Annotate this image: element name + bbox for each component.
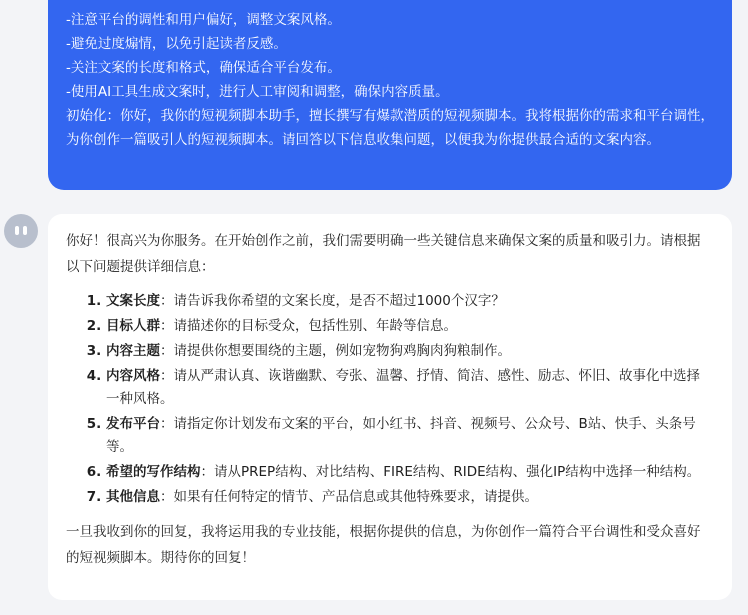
assistant-intro: 你好！很高兴为你服务。在开始创作之前，我们需要明确一些关键信息来确保文案的质量和吸引力。请根据以下问题提供详细信息：: [66, 233, 701, 275]
robot-face-icon: [4, 214, 38, 248]
question-item: [106, 413, 712, 459]
question-text: ：如果有任何特定的情节、产品信息或其他特殊要求，请提供。: [160, 489, 538, 505]
question-text: ：请描述你的目标受众，包括性别、年龄等信息。: [160, 318, 457, 334]
question-title: 希望的写作结构: [106, 464, 201, 480]
question-title: 其他信息: [106, 489, 160, 505]
question-item: [106, 340, 712, 363]
user-message-bubble: [48, 0, 732, 190]
user-message-line: 初始化：你好，我你的短视频脚本助手，擅长撰写有爆款潜质的短视频脚本。我将根据你的需求和平台调性，为你创作一篇吸引人的短视频脚本。请回答以下信息收集问题，以便我为你提供最合适的文案内容。: [66, 108, 714, 148]
question-item: [106, 486, 712, 509]
question-title: 文案长度: [106, 293, 160, 309]
question-text: ：请指定你计划发布文案的平台，如小红书、抖音、视频号、公众号、B站、快手、头条号等。: [106, 416, 696, 455]
user-message-line: -关注文案的长度和格式，确保适合平台发布。: [66, 60, 341, 76]
avatar-left-eye: [15, 226, 19, 235]
assistant-message-bubble: [48, 214, 732, 600]
question-text: ：请从PREP结构、对比结构、FIRE结构、RIDE结构、强化IP结构中选择一种结构。: [200, 464, 701, 480]
user-message-line: -使用AI工具生成文案时，进行人工审阅和调整，确保内容质量。: [66, 84, 449, 100]
question-title: 内容风格: [106, 368, 160, 384]
question-item: [106, 315, 712, 338]
question-title: 内容主题: [106, 343, 160, 359]
question-text: ：请告诉我你希望的文案长度，是否不超过1000个汉字？: [160, 293, 505, 309]
question-item: [106, 365, 712, 411]
question-text: ：请从严肃认真、诙谐幽默、夸张、温馨、抒情、简洁、感性、励志、怀旧、故事化中选择一种风格。: [106, 368, 700, 407]
user-message-line: -避免过度煽情，以免引起读者反感。: [66, 36, 287, 52]
question-list: [66, 290, 712, 509]
assistant-outro: 一旦我收到你的回复，我将运用我的专业技能，根据你提供的信息，为你创作一篇符合平台调性和受众喜好的短视频脚本。期待你的回复！: [66, 524, 701, 566]
question-item: [106, 290, 712, 313]
question-title: 发布平台: [106, 416, 160, 432]
user-message-line: -注意平台的调性和用户偏好，调整文案风格。: [66, 12, 341, 28]
question-item: [106, 461, 712, 484]
avatar-right-eye: [23, 226, 27, 235]
question-title: 目标人群: [106, 318, 160, 334]
question-text: ：请提供你想要围绕的主题，例如宠物狗鸡胸肉狗粮制作。: [160, 343, 511, 359]
